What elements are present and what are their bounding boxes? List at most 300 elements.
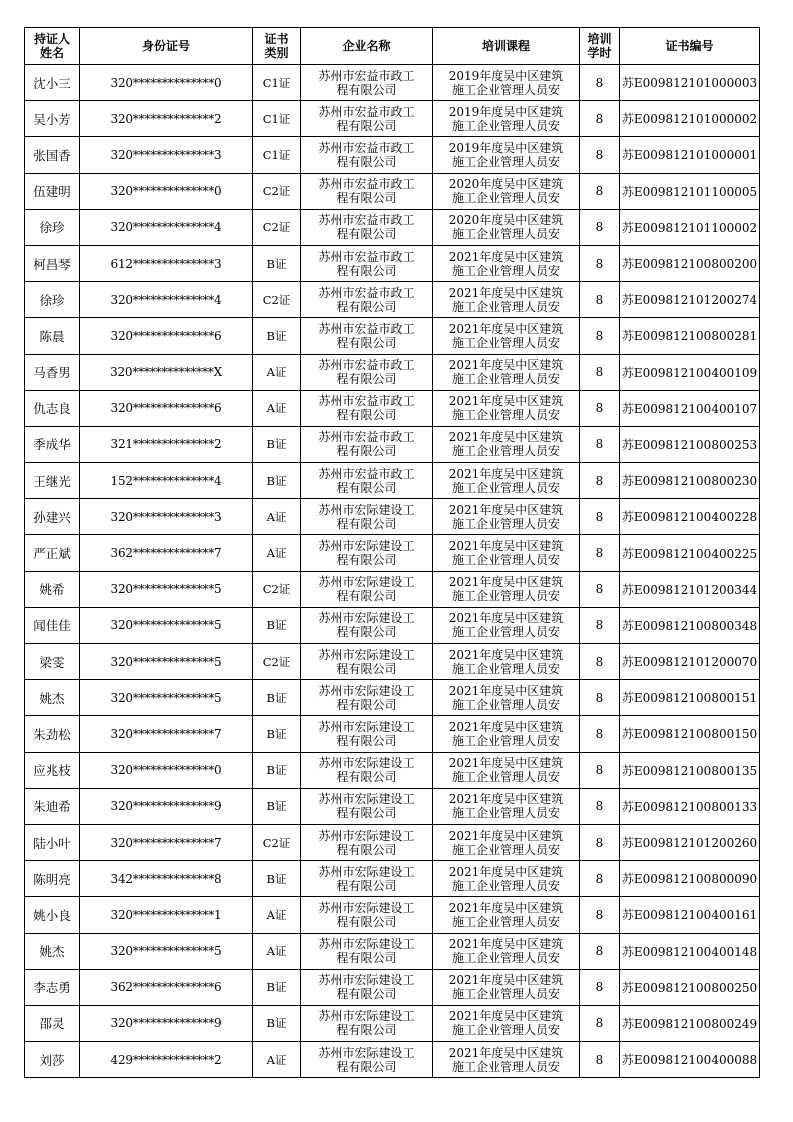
cert-number-cell: 苏E009812100400148 [620, 933, 760, 969]
id-number-cell: 152**************4 [80, 463, 253, 499]
header-row [25, 28, 760, 65]
hours-cell: 8 [580, 390, 620, 426]
course-cell [433, 1005, 580, 1041]
cert-number-cell: 苏E009812101000002 [620, 101, 760, 137]
company-line: 程有限公司 [336, 444, 397, 459]
cert-number-cell: 苏E009812101100005 [620, 173, 760, 209]
id-number-cell: 320**************X [80, 354, 253, 390]
table-row [25, 209, 760, 245]
id-number-cell: 320**************5 [80, 680, 253, 716]
course-cell [433, 426, 580, 462]
cert-number-cell: 苏E009812100800135 [620, 752, 760, 788]
company-line: 程有限公司 [336, 806, 397, 821]
cert-class-cell: A证 [253, 499, 301, 535]
course-line: 2021年度吴中区建筑 [448, 575, 564, 590]
cert-class-cell: A证 [253, 933, 301, 969]
cert-number-cell: 苏E009812100400088 [620, 1042, 760, 1078]
cert-class-cell: B证 [253, 426, 301, 462]
cert-number-cell: 苏E009812101200344 [620, 571, 760, 607]
cert-number-cell: 苏E009812100400109 [620, 354, 760, 390]
header-cert-class: 证书 类别 [253, 28, 301, 65]
table-row [25, 824, 760, 860]
cert-class-cell: B证 [253, 680, 301, 716]
cert-class-cell: C1证 [253, 137, 301, 173]
id-number-cell: 320**************6 [80, 390, 253, 426]
table-row [25, 426, 760, 462]
company-line: 程有限公司 [336, 372, 397, 387]
table-row [25, 535, 760, 571]
course-line: 2021年度吴中区建筑 [448, 502, 564, 517]
cert-class-cell: C2证 [253, 644, 301, 680]
holder-name-cell: 严正斌 [25, 535, 80, 571]
table-row [25, 752, 760, 788]
holder-name-cell: 梁雯 [25, 644, 80, 680]
company-cell [301, 969, 433, 1005]
company-cell [301, 571, 433, 607]
table-row [25, 716, 760, 752]
holder-name-cell: 姚希 [25, 571, 80, 607]
id-number-cell: 320**************4 [80, 282, 253, 318]
holder-name-cell: 徐珍 [25, 282, 80, 318]
company-cell [301, 752, 433, 788]
company-line: 苏州市宏际建设工 [318, 575, 415, 590]
company-line: 苏州市宏益市政工 [318, 321, 415, 336]
company-cell [301, 897, 433, 933]
course-line: 施工企业管理人员安 [451, 878, 560, 893]
cert-number-cell: 苏E009812101200274 [620, 282, 760, 318]
course-line: 施工企业管理人员安 [451, 697, 560, 712]
table-row [25, 607, 760, 643]
table-row [25, 680, 760, 716]
cert-number-cell: 苏E009812100400228 [620, 499, 760, 535]
cert-class-cell: A证 [253, 897, 301, 933]
table-row [25, 463, 760, 499]
table-row [25, 137, 760, 173]
course-line: 2021年度吴中区建筑 [448, 973, 564, 988]
cert-number-cell: 苏E009812100800348 [620, 607, 760, 643]
company-line: 苏州市宏际建设工 [318, 937, 415, 952]
hours-cell: 8 [580, 137, 620, 173]
table-row [25, 245, 760, 281]
hours-cell: 8 [580, 318, 620, 354]
header-cert-no: 证书编号 [620, 28, 760, 65]
course-line: 2021年度吴中区建筑 [448, 864, 564, 879]
company-line: 程有限公司 [336, 154, 397, 169]
course-line: 施工企业管理人员安 [451, 914, 560, 929]
id-number-cell: 320**************4 [80, 209, 253, 245]
course-line: 施工企业管理人员安 [451, 82, 560, 97]
company-line: 程有限公司 [336, 263, 397, 278]
course-line: 2020年度吴中区建筑 [448, 177, 564, 192]
holder-name-cell: 朱迪希 [25, 788, 80, 824]
course-line: 施工企业管理人员安 [451, 263, 560, 278]
course-cell [433, 861, 580, 897]
course-line: 施工企业管理人员安 [451, 589, 560, 604]
course-cell [433, 824, 580, 860]
holder-name-cell: 应兆枝 [25, 752, 80, 788]
course-line: 2019年度吴中区建筑 [448, 68, 564, 83]
cert-number-cell: 苏E009812100400107 [620, 390, 760, 426]
company-cell [301, 933, 433, 969]
holder-name-cell: 闻佳佳 [25, 607, 80, 643]
id-number-cell: 320**************9 [80, 788, 253, 824]
course-line: 2021年度吴中区建筑 [448, 539, 564, 554]
company-cell [301, 245, 433, 281]
hours-cell: 8 [580, 571, 620, 607]
cert-number-cell: 苏E009812100800151 [620, 680, 760, 716]
course-cell [433, 354, 580, 390]
hours-cell: 8 [580, 824, 620, 860]
header-course: 培训课程 [433, 28, 580, 65]
hours-cell: 8 [580, 752, 620, 788]
company-cell [301, 282, 433, 318]
table-row [25, 1042, 760, 1078]
holder-name-cell: 陈明亮 [25, 861, 80, 897]
company-cell [301, 1005, 433, 1041]
company-line: 苏州市宏际建设工 [318, 611, 415, 626]
company-line: 苏州市宏际建设工 [318, 1009, 415, 1024]
company-line: 苏州市宏际建设工 [318, 539, 415, 554]
company-cell [301, 426, 433, 462]
cert-number-cell: 苏E009812101000001 [620, 137, 760, 173]
company-line: 程有限公司 [336, 1023, 397, 1038]
cert-number-cell: 苏E009812100800230 [620, 463, 760, 499]
cert-class-cell: C2证 [253, 824, 301, 860]
table-row [25, 1005, 760, 1041]
id-number-cell: 320**************0 [80, 752, 253, 788]
cert-number-cell: 苏E009812100800253 [620, 426, 760, 462]
company-cell [301, 173, 433, 209]
course-line: 施工企业管理人员安 [451, 842, 560, 857]
holder-name-cell: 李志勇 [25, 969, 80, 1005]
course-cell [433, 101, 580, 137]
holder-name-cell: 姚杰 [25, 680, 80, 716]
hours-cell: 8 [580, 1042, 620, 1078]
company-cell [301, 644, 433, 680]
company-line: 程有限公司 [336, 118, 397, 133]
table-row [25, 933, 760, 969]
course-line: 施工企业管理人员安 [451, 118, 560, 133]
hours-cell: 8 [580, 173, 620, 209]
cert-class-cell: A证 [253, 390, 301, 426]
holder-name-cell: 刘莎 [25, 1042, 80, 1078]
company-line: 苏州市宏际建设工 [318, 828, 415, 843]
holder-name-cell: 孙建兴 [25, 499, 80, 535]
course-cell [433, 282, 580, 318]
holder-name-cell: 沈小三 [25, 65, 80, 101]
cert-class-cell: A证 [253, 1042, 301, 1078]
header-name: 持证人 姓名 [25, 28, 80, 65]
company-line: 苏州市宏际建设工 [318, 647, 415, 662]
company-line: 程有限公司 [336, 335, 397, 350]
id-number-cell: 320**************6 [80, 318, 253, 354]
hours-cell: 8 [580, 607, 620, 643]
company-line: 苏州市宏益市政工 [318, 466, 415, 481]
company-line: 程有限公司 [336, 408, 397, 423]
cert-number-cell: 苏E009812100800250 [620, 969, 760, 1005]
course-line: 施工企业管理人员安 [451, 154, 560, 169]
company-line: 程有限公司 [336, 951, 397, 966]
course-line: 施工企业管理人员安 [451, 516, 560, 531]
holder-name-cell: 仇志良 [25, 390, 80, 426]
company-cell [301, 861, 433, 897]
company-line: 程有限公司 [336, 553, 397, 568]
holder-name-cell: 张国香 [25, 137, 80, 173]
course-cell [433, 933, 580, 969]
course-cell [433, 571, 580, 607]
id-number-cell: 320**************5 [80, 644, 253, 680]
course-cell [433, 65, 580, 101]
holder-name-cell: 吴小芳 [25, 101, 80, 137]
course-line: 2019年度吴中区建筑 [448, 104, 564, 119]
hours-cell: 8 [580, 716, 620, 752]
header-id: 身份证号 [80, 28, 253, 65]
course-cell [433, 173, 580, 209]
hours-cell: 8 [580, 861, 620, 897]
course-line: 2021年度吴中区建筑 [448, 466, 564, 481]
course-line: 施工企业管理人员安 [451, 625, 560, 640]
cert-class-cell: C2证 [253, 571, 301, 607]
course-line: 施工企业管理人员安 [451, 987, 560, 1002]
course-cell [433, 245, 580, 281]
hours-cell: 8 [580, 463, 620, 499]
hours-cell: 8 [580, 209, 620, 245]
header-company: 企业名称 [301, 28, 433, 65]
id-number-cell: 429**************2 [80, 1042, 253, 1078]
id-number-cell: 612**************3 [80, 245, 253, 281]
company-cell [301, 680, 433, 716]
table-row [25, 897, 760, 933]
course-cell [433, 969, 580, 1005]
course-line: 施工企业管理人员安 [451, 372, 560, 387]
cert-class-cell: B证 [253, 245, 301, 281]
company-line: 程有限公司 [336, 770, 397, 785]
company-line: 程有限公司 [336, 733, 397, 748]
company-line: 苏州市宏益市政工 [318, 213, 415, 228]
hours-cell: 8 [580, 499, 620, 535]
hours-cell: 8 [580, 969, 620, 1005]
holder-name-cell: 徐珍 [25, 209, 80, 245]
company-cell [301, 463, 433, 499]
course-line: 2021年度吴中区建筑 [448, 1009, 564, 1024]
cert-number-cell: 苏E009812101200070 [620, 644, 760, 680]
company-cell [301, 209, 433, 245]
company-line: 苏州市宏益市政工 [318, 394, 415, 409]
course-line: 施工企业管理人员安 [451, 661, 560, 676]
company-line: 程有限公司 [336, 914, 397, 929]
table-row [25, 101, 760, 137]
company-line: 程有限公司 [336, 589, 397, 604]
table-row [25, 318, 760, 354]
cert-number-cell: 苏E009812101200260 [620, 824, 760, 860]
company-cell [301, 137, 433, 173]
cert-number-cell: 苏E009812100800133 [620, 788, 760, 824]
course-line: 施工企业管理人员安 [451, 770, 560, 785]
company-line: 苏州市宏际建设工 [318, 683, 415, 698]
course-line: 施工企业管理人员安 [451, 299, 560, 314]
course-line: 施工企业管理人员安 [451, 733, 560, 748]
holder-name-cell: 伍建明 [25, 173, 80, 209]
table-row [25, 282, 760, 318]
holder-name-cell: 陈晨 [25, 318, 80, 354]
header-hours: 培训 学时 [580, 28, 620, 65]
company-line: 程有限公司 [336, 697, 397, 712]
id-number-cell: 320**************3 [80, 499, 253, 535]
company-line: 程有限公司 [336, 1059, 397, 1074]
company-line: 程有限公司 [336, 299, 397, 314]
course-line: 施工企业管理人员安 [451, 444, 560, 459]
company-line: 程有限公司 [336, 625, 397, 640]
course-line: 2021年度吴中区建筑 [448, 900, 564, 915]
company-line: 程有限公司 [336, 661, 397, 676]
hours-cell: 8 [580, 354, 620, 390]
hours-cell: 8 [580, 897, 620, 933]
course-cell [433, 752, 580, 788]
course-line: 2021年度吴中区建筑 [448, 937, 564, 952]
company-line: 苏州市宏益市政工 [318, 358, 415, 373]
course-cell [433, 463, 580, 499]
cert-class-cell: B证 [253, 716, 301, 752]
company-line: 苏州市宏益市政工 [318, 104, 415, 119]
course-cell [433, 680, 580, 716]
course-line: 2021年度吴中区建筑 [448, 394, 564, 409]
table-row [25, 173, 760, 209]
course-line: 2021年度吴中区建筑 [448, 719, 564, 734]
table-row [25, 571, 760, 607]
course-line: 2019年度吴中区建筑 [448, 140, 564, 155]
hours-cell: 8 [580, 1005, 620, 1041]
company-line: 程有限公司 [336, 227, 397, 242]
cert-class-cell: B证 [253, 969, 301, 1005]
cert-class-cell: C1证 [253, 101, 301, 137]
course-line: 施工企业管理人员安 [451, 335, 560, 350]
id-number-cell: 320**************3 [80, 137, 253, 173]
hours-cell: 8 [580, 101, 620, 137]
company-line: 程有限公司 [336, 516, 397, 531]
course-line: 施工企业管理人员安 [451, 553, 560, 568]
course-line: 2021年度吴中区建筑 [448, 285, 564, 300]
cert-number-cell: 苏E009812100800281 [620, 318, 760, 354]
cert-number-cell: 苏E009812101100002 [620, 209, 760, 245]
company-line: 苏州市宏际建设工 [318, 719, 415, 734]
id-number-cell: 320**************1 [80, 897, 253, 933]
cert-class-cell: A证 [253, 535, 301, 571]
cert-class-cell: A证 [253, 354, 301, 390]
company-line: 苏州市宏益市政工 [318, 430, 415, 445]
course-line: 2021年度吴中区建筑 [448, 683, 564, 698]
course-cell [433, 788, 580, 824]
table-row [25, 354, 760, 390]
id-number-cell: 321**************2 [80, 426, 253, 462]
company-line: 苏州市宏益市政工 [318, 140, 415, 155]
company-line: 苏州市宏际建设工 [318, 792, 415, 807]
company-line: 程有限公司 [336, 842, 397, 857]
hours-cell: 8 [580, 680, 620, 716]
holder-name-cell: 王继光 [25, 463, 80, 499]
course-line: 2021年度吴中区建筑 [448, 756, 564, 771]
holder-name-cell: 陆小叶 [25, 824, 80, 860]
company-cell [301, 390, 433, 426]
cert-class-cell: B证 [253, 861, 301, 897]
company-line: 苏州市宏益市政工 [318, 249, 415, 264]
course-line: 施工企业管理人员安 [451, 480, 560, 495]
holder-name-cell: 柯昌琴 [25, 245, 80, 281]
company-cell [301, 788, 433, 824]
cert-class-cell: C1证 [253, 65, 301, 101]
id-number-cell: 320**************5 [80, 607, 253, 643]
course-cell [433, 644, 580, 680]
company-cell [301, 824, 433, 860]
company-cell [301, 101, 433, 137]
company-line: 苏州市宏际建设工 [318, 756, 415, 771]
hours-cell: 8 [580, 245, 620, 281]
id-number-cell: 320**************7 [80, 716, 253, 752]
table-row [25, 969, 760, 1005]
course-cell [433, 209, 580, 245]
cert-class-cell: C2证 [253, 282, 301, 318]
course-line: 2021年度吴中区建筑 [448, 647, 564, 662]
cert-class-cell: B证 [253, 318, 301, 354]
company-line: 苏州市宏益市政工 [318, 68, 415, 83]
table-row [25, 861, 760, 897]
hours-cell: 8 [580, 933, 620, 969]
cert-class-cell: B证 [253, 607, 301, 643]
id-number-cell: 320**************9 [80, 1005, 253, 1041]
cert-number-cell: 苏E009812100400225 [620, 535, 760, 571]
hours-cell: 8 [580, 426, 620, 462]
course-line: 2021年度吴中区建筑 [448, 358, 564, 373]
course-line: 2021年度吴中区建筑 [448, 792, 564, 807]
id-number-cell: 320**************5 [80, 571, 253, 607]
course-cell [433, 318, 580, 354]
holder-name-cell: 姚杰 [25, 933, 80, 969]
table-row [25, 644, 760, 680]
course-line: 施工企业管理人员安 [451, 408, 560, 423]
course-line: 2021年度吴中区建筑 [448, 828, 564, 843]
cert-number-cell: 苏E009812100800200 [620, 245, 760, 281]
table-row [25, 499, 760, 535]
course-line: 2021年度吴中区建筑 [448, 611, 564, 626]
holder-name-cell: 季成华 [25, 426, 80, 462]
table-row [25, 390, 760, 426]
course-line: 施工企业管理人员安 [451, 1023, 560, 1038]
cert-class-cell: C2证 [253, 173, 301, 209]
cert-class-cell: B证 [253, 1005, 301, 1041]
company-cell [301, 607, 433, 643]
cert-number-cell: 苏E009812100800090 [620, 861, 760, 897]
certificate-table [24, 27, 760, 1078]
company-line: 苏州市宏益市政工 [318, 285, 415, 300]
company-cell [301, 318, 433, 354]
company-line: 苏州市宏际建设工 [318, 502, 415, 517]
course-cell [433, 535, 580, 571]
course-line: 2020年度吴中区建筑 [448, 213, 564, 228]
hours-cell: 8 [580, 788, 620, 824]
course-cell [433, 499, 580, 535]
course-cell [433, 137, 580, 173]
company-line: 程有限公司 [336, 82, 397, 97]
course-line: 施工企业管理人员安 [451, 951, 560, 966]
course-cell [433, 897, 580, 933]
holder-name-cell: 朱劲松 [25, 716, 80, 752]
id-number-cell: 320**************0 [80, 65, 253, 101]
course-line: 施工企业管理人员安 [451, 227, 560, 242]
company-line: 程有限公司 [336, 878, 397, 893]
cert-number-cell: 苏E009812100800150 [620, 716, 760, 752]
course-line: 2021年度吴中区建筑 [448, 1045, 564, 1060]
id-number-cell: 342**************8 [80, 861, 253, 897]
hours-cell: 8 [580, 535, 620, 571]
